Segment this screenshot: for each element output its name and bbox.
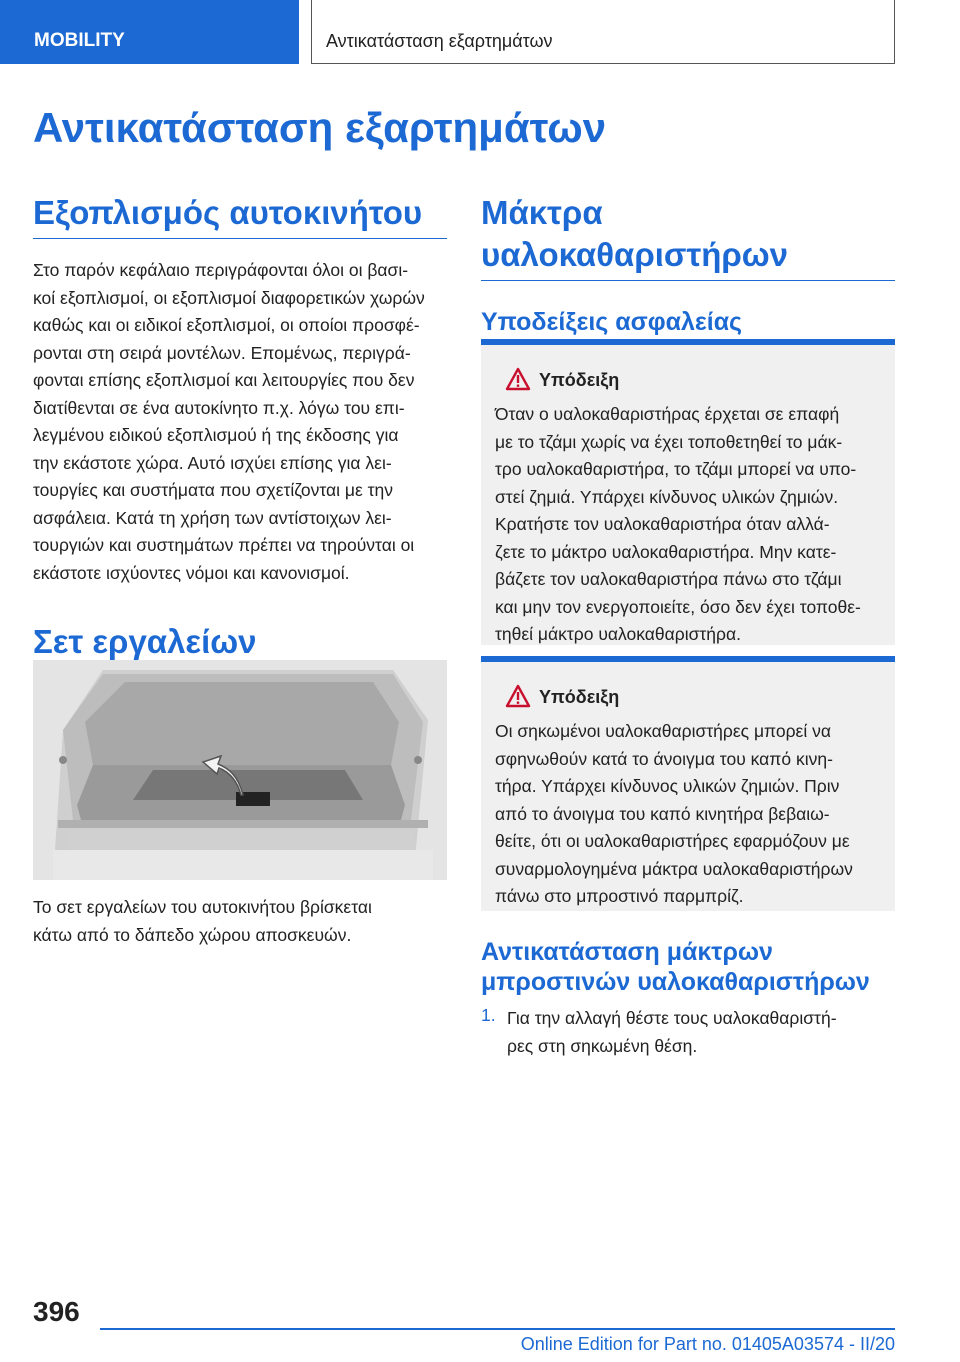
warning-1-text: Όταν ο υαλοκαθαριστήρας έρχεται σε επαφή με το τζάμι χωρίς να έχει τοποθετηθεί το μάκ- τρο υαλοκαθαριστήρα, το τζάμι μπορεί να υπο- στεί ζημιά. Υπάρχει κίνδυνος υλικών ζημιών. Κρατήστε τον υαλοκαθαριστήρα όταν αλλά- ζετε το μάκτρο υαλοκαθαριστήρα. Μην κατε- βάζετε τον υαλοκαθαριστήρα πάνω στο τζάμι και μην τον ενεργοποιείτε, όσο δεν έχει τοποθε- τηθεί μάκτρο υαλοκαθαριστήρα. bbox=[495, 404, 861, 644]
chapter-header: Αντικατάσταση εξαρτημάτων bbox=[311, 0, 895, 64]
warning-triangle-icon bbox=[505, 684, 531, 708]
equipment-paragraph: Στο παρόν κεφάλαιο περιγράφονται όλοι οι βασι- κοί εξοπλισμοί, οι εξοπλισμοί διαφορετικών χωρών καθώς και οι ειδικοί εξοπλισμοί, οι οποίοι προσφέ- ρονται στη σειρά μοντέλων. Επομένως, περιγρά- φονται επίσης εξοπλισμοί και λειτουργίες που δεν διατίθενται σε ένα αυτοκίνητο π.χ. λόγω του επι- λεγμένου ειδικού εξοπλισμού ή της έκδοσης για την εκάστοτε χώρα. Αυτό ισχύει επίσης για λει- τουργίες και συστήματα που σχετίζονται με την ασφάλεια. Κατά τη χρήση των αντίστοιχων λει- τουργιών και συστημάτων πρέπει να τηρούνται οι εκάστοτε ισχύοντες νόμοι και κανονισμοί. bbox=[33, 260, 425, 583]
warning-box-2 bbox=[481, 656, 895, 911]
wipers-heading: Μάκτρα υαλοκαθαριστήρων bbox=[481, 194, 789, 273]
page-title: Αντικατάσταση εξαρτημάτων bbox=[33, 104, 607, 151]
list-item bbox=[481, 1005, 895, 1061]
step-number: 1. bbox=[481, 1005, 496, 1025]
safety-heading: Υποδείξεις ασφαλείας bbox=[481, 308, 743, 336]
section-tab: MOBILITY bbox=[0, 0, 299, 64]
equipment-heading: Εξοπλισμός αυτοκινήτου bbox=[33, 194, 423, 231]
warning-box-1 bbox=[481, 339, 895, 645]
equipment-heading-rule bbox=[33, 238, 447, 239]
front-wipers-section bbox=[481, 937, 895, 997]
warning-triangle-icon bbox=[505, 367, 531, 391]
trunk-illustration bbox=[33, 660, 447, 880]
right-column bbox=[481, 190, 895, 337]
step-text: Για την αλλαγή θέστε τους υαλοκαθαριστή- ρες στη σηκωμένη θέση. bbox=[507, 1008, 837, 1056]
front-wipers-heading: Αντικατάσταση μάκτρων μπροστινών υαλοκαθαριστήρων bbox=[481, 938, 870, 996]
page-number: 396 bbox=[33, 1296, 80, 1327]
warning-2-title: Υπόδειξη bbox=[539, 687, 620, 707]
toolkit-caption: Το σετ εργαλείων του αυτοκινήτου βρίσκεται κάτω από το δάπεδο χώρου αποσκευών. bbox=[33, 897, 372, 945]
warning-1-title: Υπόδειξη bbox=[539, 370, 620, 390]
trunk-toolkit-image bbox=[33, 660, 447, 880]
steps-list bbox=[481, 1005, 895, 1061]
warning-2-text: Οι σηκωμένοι υαλοκαθαριστήρες μπορεί να σφηνωθούν κατά το άνοιγμα του καπό κινη- τήρα. Υπάρχει κίνδυνος υλικών ζημιών. Πριν από το άνοιγμα του καπό κινητήρα βεβαιω- θείτε, ότι οι υαλοκαθαριστήρες εφαρμόζουν με συναρμολογημένα μάκτρα υαλοκαθαριστήρων πάνω στο μπροστινό παρμπρίζ. bbox=[495, 721, 853, 906]
footer-edition: Online Edition for Part no. 01405A03574 - II/20 bbox=[520, 1334, 895, 1354]
wipers-heading-rule bbox=[481, 280, 895, 281]
footer-rule bbox=[100, 1328, 895, 1330]
toolkit-heading: Σετ εργαλείων bbox=[33, 623, 257, 660]
left-column bbox=[33, 190, 447, 668]
